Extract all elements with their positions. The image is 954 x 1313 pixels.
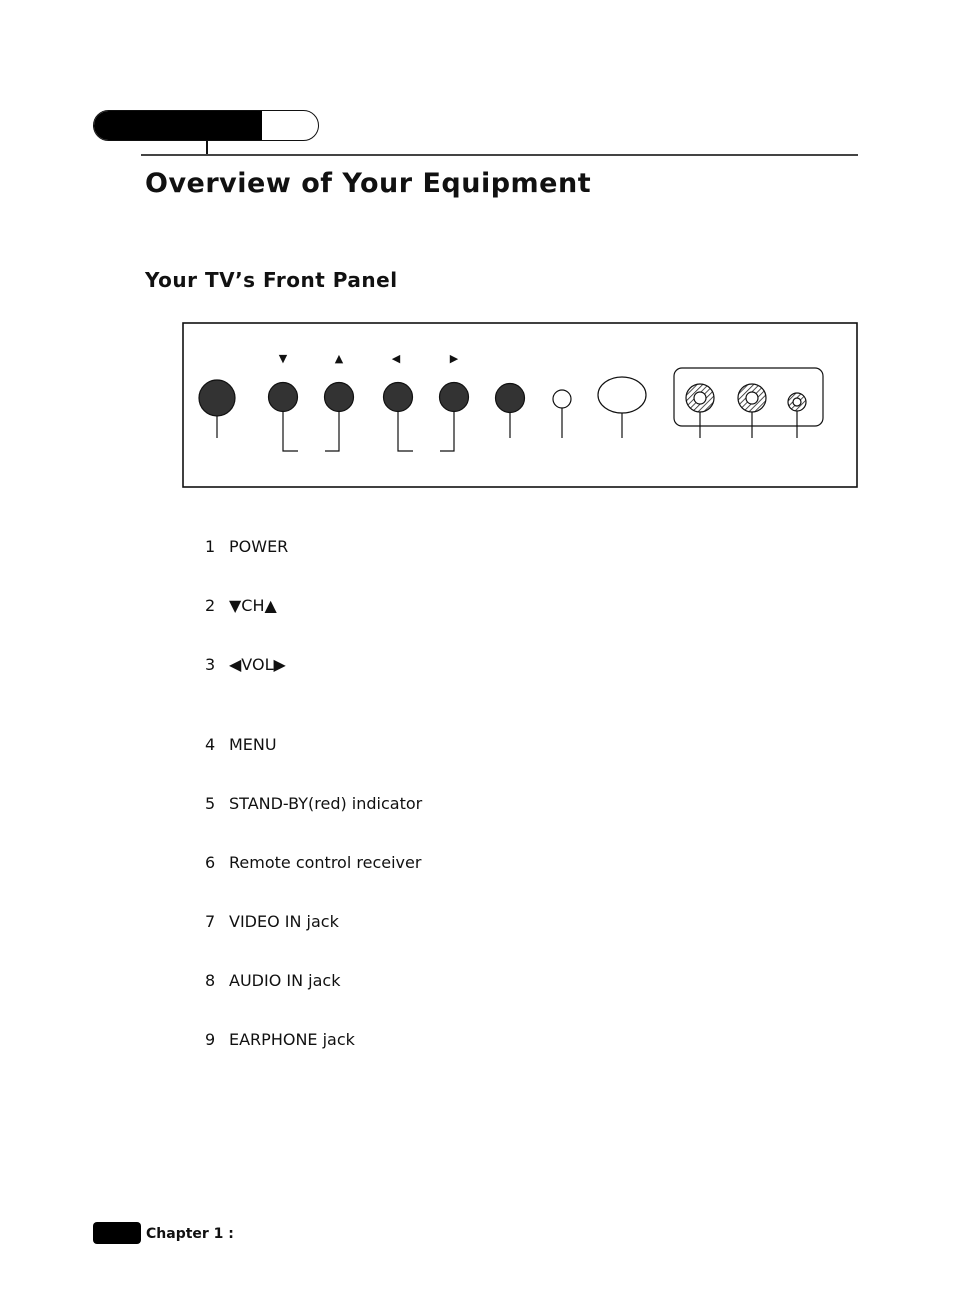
chapter-tab-fill xyxy=(94,111,262,140)
legend-item-volume xyxy=(205,654,286,676)
header-rule xyxy=(141,154,858,156)
chapter-label: Chapter 1 : xyxy=(146,1226,234,1242)
section-title: Your TV’s Front Panel xyxy=(145,268,398,292)
legend-label: ◀VOL▶ xyxy=(229,655,286,674)
legend-number: 5 xyxy=(205,794,216,813)
video-in-jack-center xyxy=(694,392,706,404)
ch-up-arrow-icon: ▲ xyxy=(334,352,344,365)
legend-number: 1 xyxy=(205,537,216,556)
legend-label: MENU xyxy=(229,735,277,754)
legend-label: Remote control receiver xyxy=(229,853,422,872)
vol-left-arrow-icon: ◀ xyxy=(391,352,401,365)
legend-number: 3 xyxy=(205,655,216,674)
legend-label: AUDIO IN jack xyxy=(229,971,341,990)
ch-down-button xyxy=(269,383,298,412)
legend-label: ▼CH▲ xyxy=(229,596,277,615)
legend-number: 2 xyxy=(205,596,216,615)
chapter-tab-tick xyxy=(206,140,208,154)
front-panel-diagram xyxy=(182,322,858,488)
ch-down-arrow-icon: ▼ xyxy=(278,352,288,365)
legend-item-audio-in xyxy=(205,970,340,992)
legend-label: EARPHONE jack xyxy=(229,1030,355,1049)
legend-item-channel xyxy=(205,595,277,617)
earphone-jack-center xyxy=(793,398,801,406)
legend-item-earphone xyxy=(205,1029,355,1051)
audio-in-jack-center xyxy=(746,392,758,404)
legend-number: 4 xyxy=(205,735,216,754)
legend-number: 9 xyxy=(205,1030,216,1049)
legend-item-power xyxy=(205,536,288,558)
legend-item-menu xyxy=(205,734,277,756)
legend-label: POWER xyxy=(229,537,289,556)
remote-receiver xyxy=(598,377,646,413)
ch-up-button xyxy=(325,383,354,412)
legend-item-standby xyxy=(205,793,422,815)
legend-item-remote-receiver xyxy=(205,852,421,874)
legend-number: 8 xyxy=(205,971,216,990)
standby-indicator xyxy=(553,390,571,408)
legend-label: STAND-BY(red) indicator xyxy=(229,794,423,813)
legend-item-video-in xyxy=(205,911,339,933)
legend-number: 7 xyxy=(205,912,216,931)
vol-down-button xyxy=(384,383,413,412)
page-number-block xyxy=(93,1222,141,1244)
power-button xyxy=(199,380,235,416)
legend-label: VIDEO IN jack xyxy=(229,912,339,931)
menu-button xyxy=(496,384,525,413)
vol-right-arrow-icon: ▶ xyxy=(449,352,459,365)
page-title: Overview of Your Equipment xyxy=(145,168,592,199)
vol-up-button xyxy=(440,383,469,412)
chapter-tab xyxy=(93,110,319,141)
legend-number: 6 xyxy=(205,853,216,872)
